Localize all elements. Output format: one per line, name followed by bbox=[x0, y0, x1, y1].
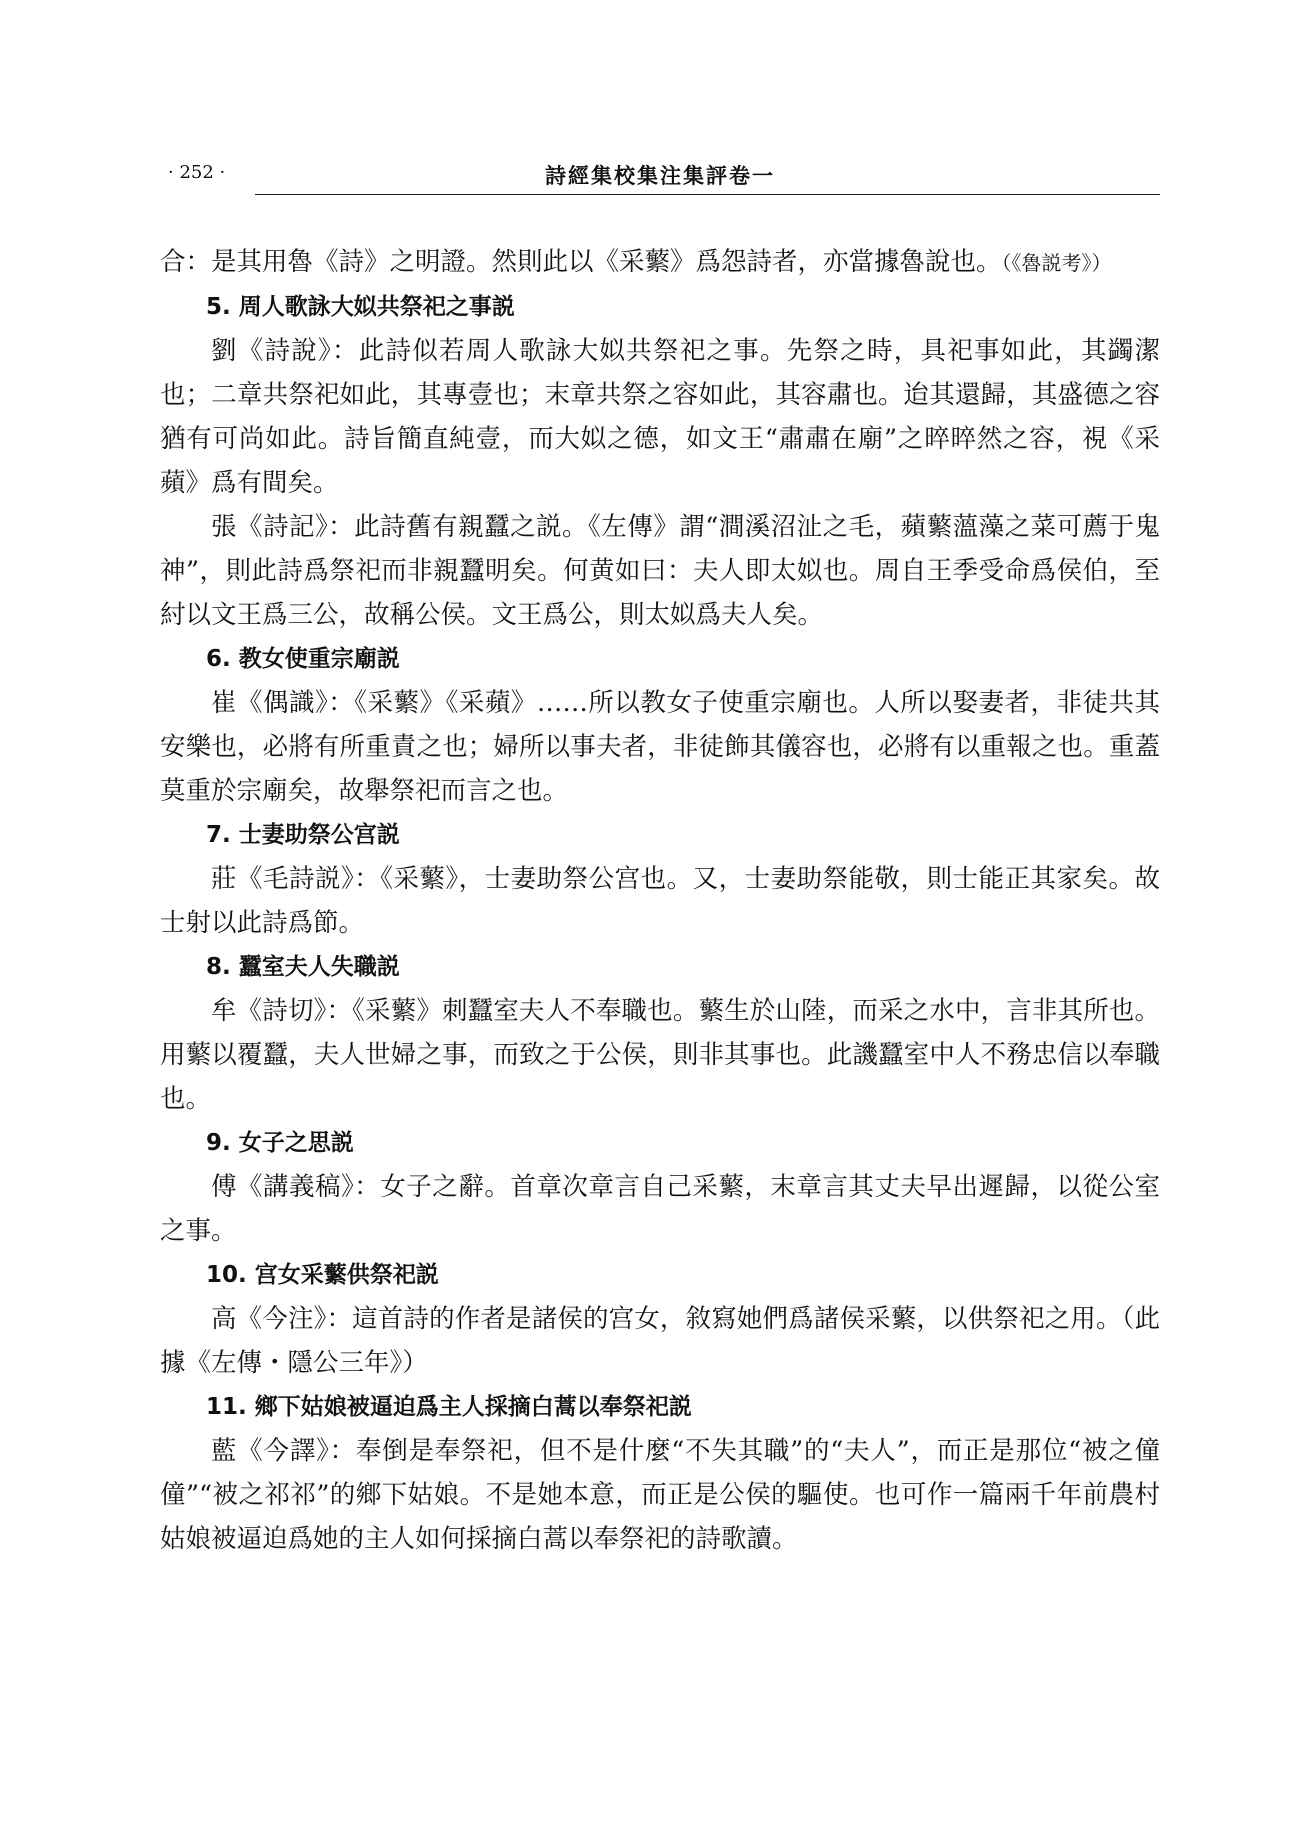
section-heading-9: 9. 女子之思説 bbox=[206, 1130, 354, 1156]
paragraph: 高《今注》：這首詩的作者是諸侯的宫女，敘寫她們爲諸侯采蘩，以供祭祀之用。（此據《左傳・隱公三年》） bbox=[160, 1304, 1160, 1378]
paragraph: 傅《講義稿》：女子之辭。首章次章言自己采蘩，末章言其丈夫早出遲歸，以從公室之事。 bbox=[160, 1172, 1160, 1246]
paragraph: 張《詩記》：此詩舊有親蠶之説。《左傳》謂“澗溪沼沚之毛，蘋蘩薀藻之菜可薦于鬼神”，則此詩爲祭祀而非親蠶明矣。何黄如曰：夫人即太姒也。周自王季受命爲侯伯，至紂以文王爲三公，故稱公侯。文王爲公，則太姒爲夫人矣。 bbox=[160, 512, 1160, 630]
section-heading-5: 5. 周人歌詠大姒共祭祀之事説 bbox=[206, 294, 515, 320]
section-heading-11: 11. 鄉下姑娘被逼迫爲主人採摘白蒿以奉祭祀説 bbox=[206, 1394, 692, 1420]
running-title: 詩經集校集注集評卷一 bbox=[545, 163, 775, 188]
section-heading-10: 10. 宫女采蘩供祭祀説 bbox=[206, 1262, 439, 1288]
body-text bbox=[160, 240, 1160, 1561]
header-rule bbox=[255, 194, 1160, 195]
opening-text: 合：是其用魯《詩》之明證。然則此以《采蘩》爲怨詩者，亦當據魯說也。 bbox=[160, 247, 1002, 277]
paragraph: 牟《詩切》：《采蘩》刺蠶室夫人不奉職也。蘩生於山陸，而采之水中，言非其所也。用蘩以覆蠶，夫人世婦之事，而致之于公侯，則非其事也。此譏蠶室中人不務忠信以奉職也。 bbox=[160, 996, 1160, 1114]
paragraph: 崔《偶識》：《采蘩》《采蘋》……所以教女子使重宗廟也。人所以娶妻者，非徒共其安樂也，必將有所重責之也；婦所以事夫者，非徒飾其儀容也，必將有以重報之也。重蓋莫重於宗廟矣，故舉祭祀而言之也。 bbox=[160, 688, 1160, 806]
page-number: · 252 · bbox=[168, 162, 226, 183]
section-heading-7: 7. 士妻助祭公宫説 bbox=[206, 822, 400, 848]
paragraph: 莊《毛詩説》：《采蘩》，士妻助祭公宫也。又，士妻助祭能敬，則士能正其家矣。故士射以此詩爲節。 bbox=[160, 864, 1160, 938]
paragraph: 劉《詩說》：此詩似若周人歌詠大姒共祭祀之事。先祭之時，具祀事如此，其蠲潔也；二章共祭祀如此，其專壹也；末章共祭之容如此，其容肅也。迨其還歸，其盛德之容猶有可尚如此。詩旨簡直純壹，而大姒之德，如文王“肅肅在廟”之晬晬然之容，視《采蘋》爲有間矣。 bbox=[160, 336, 1160, 498]
opening-note: （《魯説考》） bbox=[1001, 251, 1112, 275]
paragraph: 藍《今譯》：奉倒是奉祭祀，但不是什麼“不失其職”的“夫人”，而正是那位“被之僮僮”“被之祁祁”的鄉下姑娘。不是她本意，而正是公侯的驅使。也可作一篇兩千年前農村姑娘被逼迫爲她的主人如何採摘白蒿以奉祭祀的詩歌讀。 bbox=[160, 1436, 1160, 1554]
section-heading-8: 8. 蠶室夫人失職説 bbox=[206, 954, 400, 980]
page-header bbox=[160, 160, 1160, 190]
section-heading-6: 6. 教女使重宗廟説 bbox=[206, 646, 400, 672]
opening-paragraph bbox=[160, 240, 1160, 285]
